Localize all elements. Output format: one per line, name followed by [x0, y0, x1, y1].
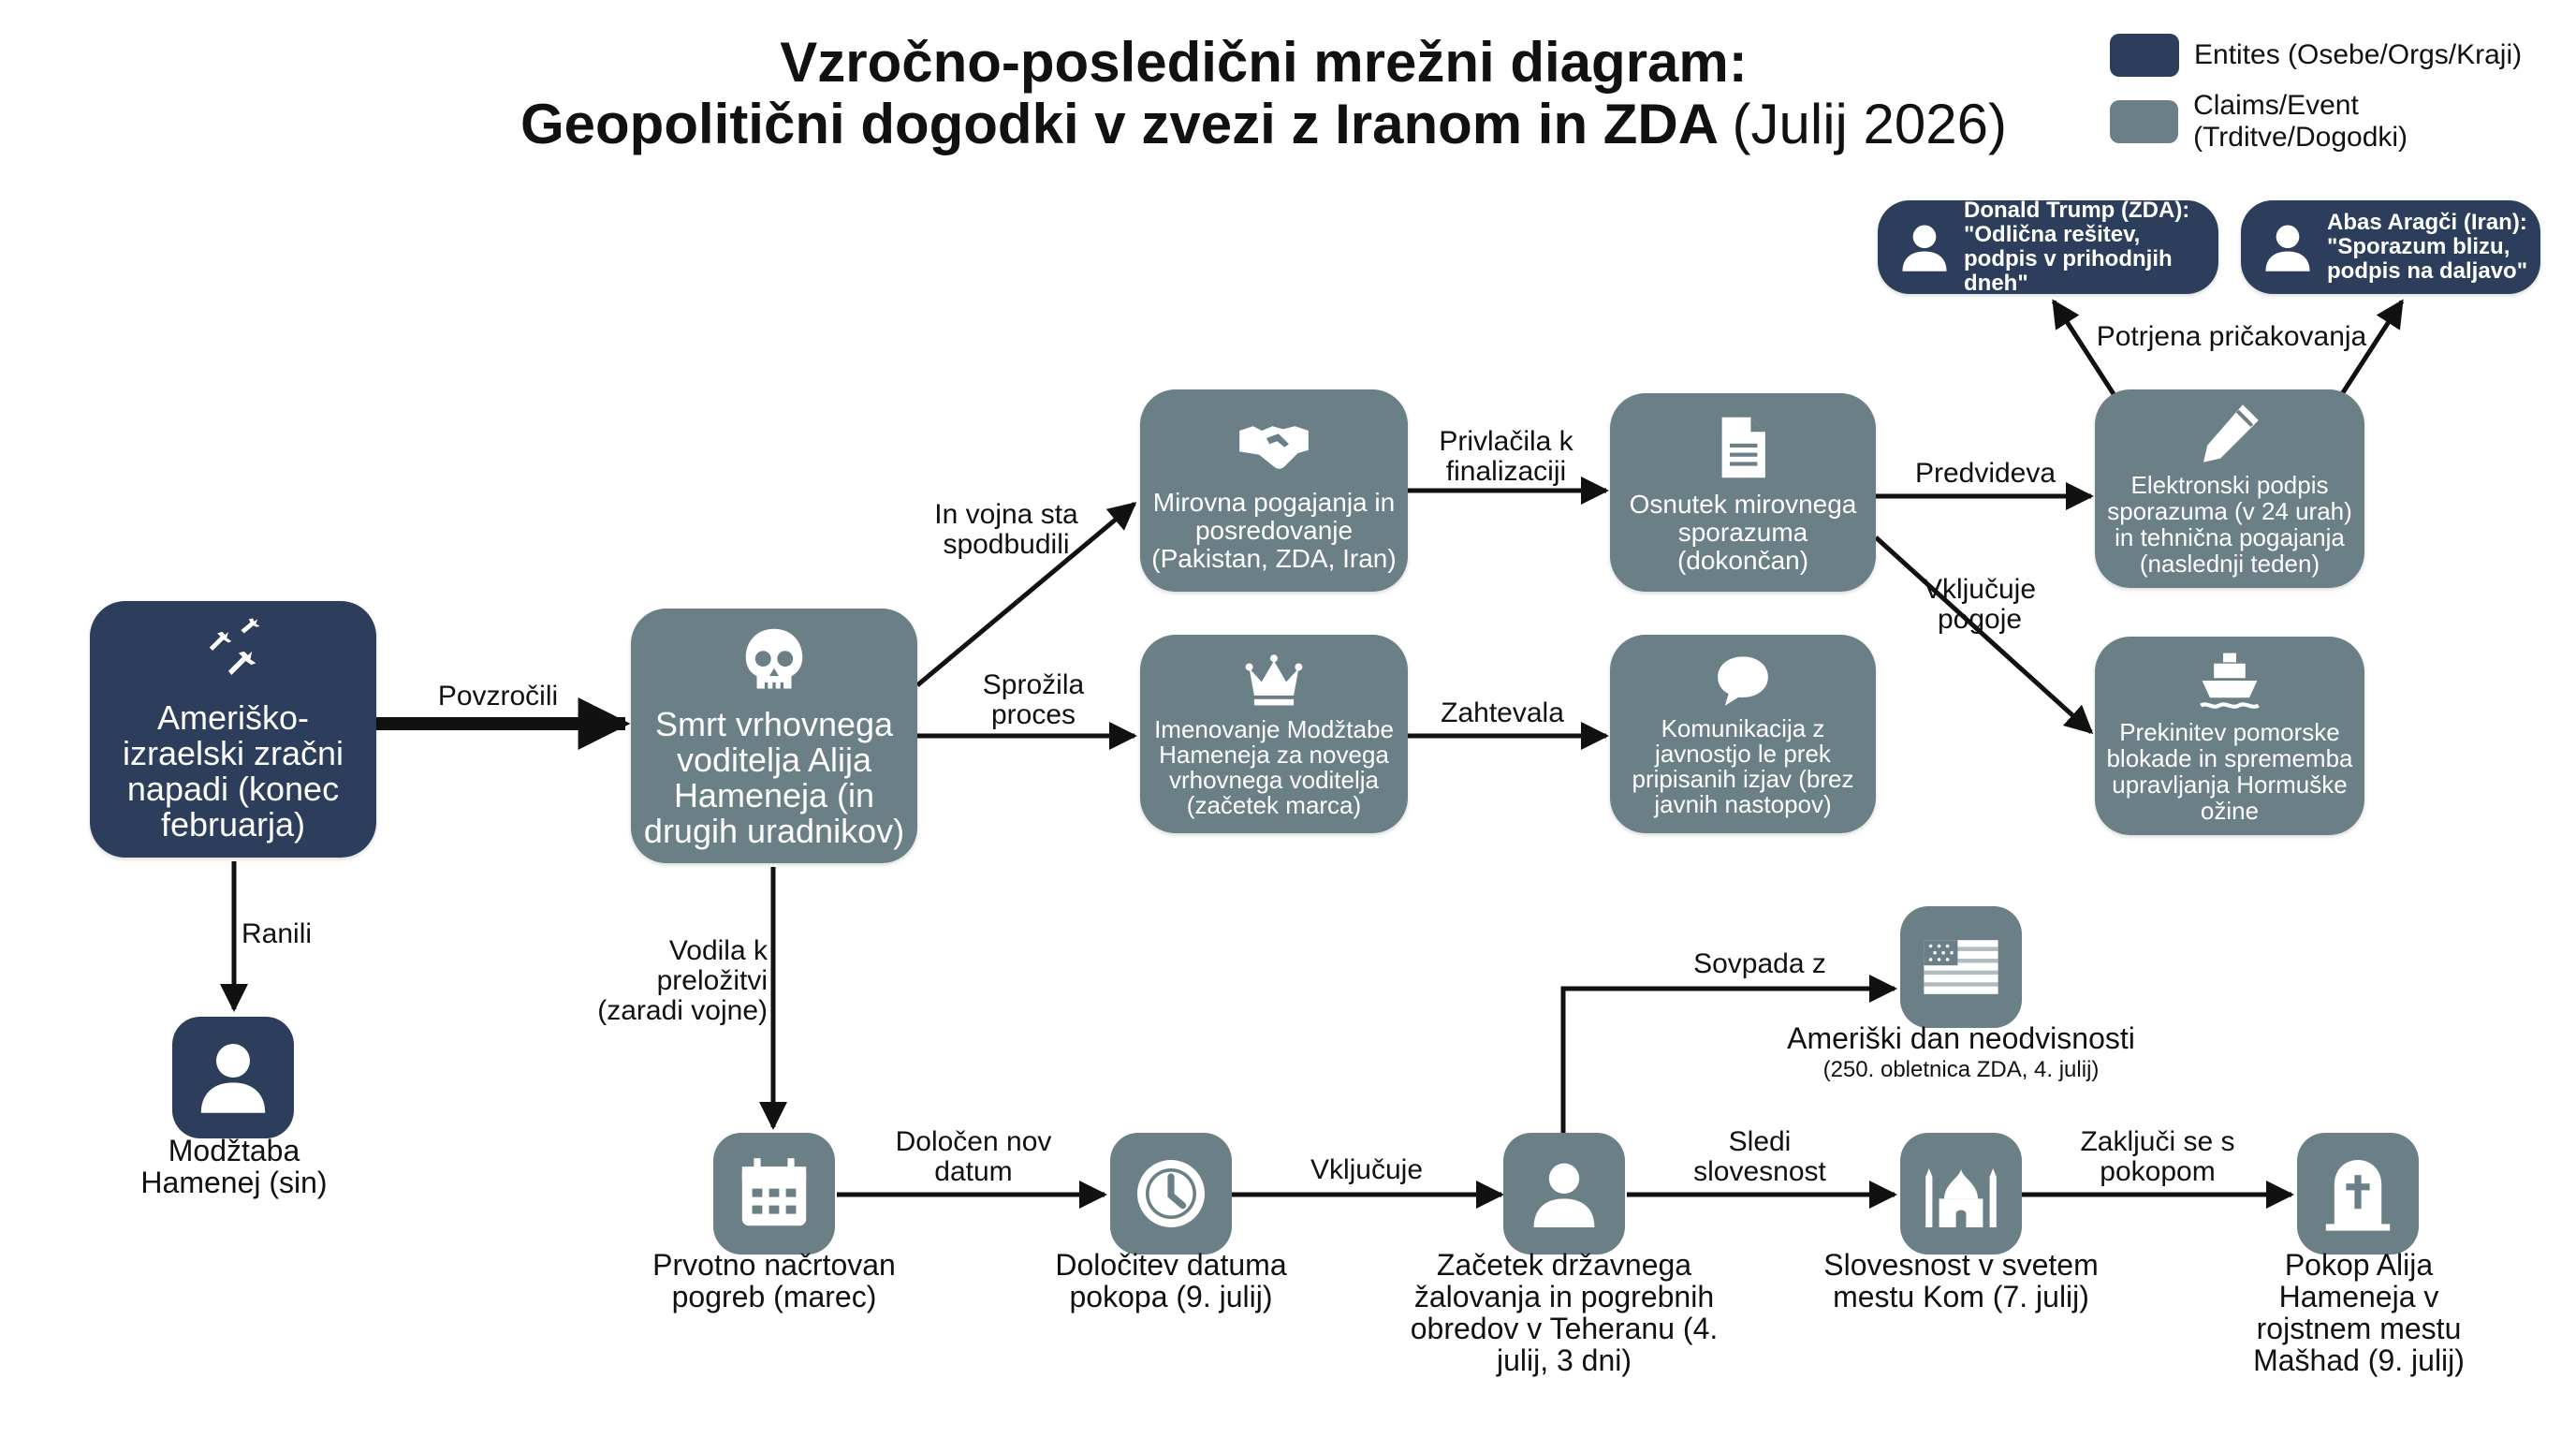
edge-label-spurred: In vojna sta spodbudili	[934, 499, 1078, 560]
edge-includes-terms	[1876, 537, 2091, 732]
edge-label-concluded: Zaključi se s pokopom	[2080, 1126, 2235, 1187]
speech-bubble-icon	[1709, 651, 1777, 711]
calendar-icon	[732, 1152, 816, 1236]
node-communication	[1610, 635, 1876, 833]
node-draft	[1610, 393, 1876, 592]
document-icon	[1710, 410, 1776, 485]
pen-icon	[2197, 401, 2262, 466]
node-mourning-icon-box	[1503, 1133, 1625, 1255]
us-flag-icon	[1919, 925, 2003, 1009]
title-line-1: Vzročno-posledični mrežni diagram:	[780, 31, 1748, 94]
node-airstrikes-label: Ameriško-izraelski zračni napadi (konec februarja)	[122, 698, 344, 844]
node-funeral-date-label: Določitev datuma pokopa (9. julij)	[1055, 1248, 1287, 1313]
legend-claims-swatch	[2110, 100, 2178, 143]
person-icon	[1898, 221, 1951, 273]
node-peace-talks-label: Mirovna pogajanja in posredovanje (Pakistan, ZDA, Iran)	[1151, 488, 1397, 573]
ship-icon	[2192, 648, 2267, 713]
node-burial-label: Pokop Alija Hameneja v rojstnem mestu Mašhad (9. julij)	[2253, 1248, 2465, 1377]
node-signing-label: Elektronski podpis sporazuma (v 24 urah) in tehnična pogajanja (naslednji teden)	[2107, 471, 2352, 578]
node-airstrikes	[90, 601, 376, 858]
edge-label-includes: Vključuje	[1310, 1154, 1424, 1185]
node-trump-label: Donald Trump (ZDA): "Odlična rešitev, podpis v prihodnjih dneh"	[1964, 198, 2190, 296]
edge-label-foresees: Predvideva	[1914, 458, 2056, 489]
node-mojtaba-icon-box	[172, 1017, 294, 1138]
node-blockade-label: Prekinitev pomorske blokade in sprememba upravljanja Hormuške ožine	[2106, 718, 2353, 825]
node-death-label: Smrt vrhovnega voditelja Alija Hameneja (in drugih uradnikov)	[643, 705, 905, 850]
person-icon	[191, 1035, 275, 1120]
title-line-2-date: (Julij 2026)	[1732, 93, 2007, 155]
node-signing	[2095, 389, 2364, 588]
legend-entities-swatch	[2110, 34, 2179, 77]
edge-label-includes-terms: Vključuje pogoje	[1923, 574, 2037, 635]
node-araghchi-label: Abas Aragči (Iran): "Sporazum blizu, podpis na daljavo"	[2327, 210, 2528, 284]
title-line-2-main: Geopolitični dogodki v zvezi z Iranom in ZDA	[520, 93, 1717, 155]
node-mourning-label: Začetek državnega žalovanja in pogrebnih obredov v Teheranu (4. julij, 3 dni)	[1410, 1248, 1719, 1377]
node-qom-label: Slovesnost v svetem mestu Kom (7. julij)	[1823, 1248, 2099, 1313]
handshake-icon	[1222, 408, 1325, 483]
fighter-jets-icon	[194, 616, 272, 695]
node-funeral-planned-icon-box	[713, 1133, 835, 1255]
node-independence-caption	[1778, 1022, 2144, 1086]
node-funeral-date-icon-box	[1110, 1133, 1232, 1255]
node-qom-icon-box	[1900, 1133, 2022, 1255]
node-independence-icon-box	[1900, 906, 2022, 1028]
edge-label-coincides: Sovpada z	[1693, 948, 1826, 979]
mosque-icon	[1919, 1152, 2003, 1236]
gravestone-icon	[2316, 1152, 2400, 1236]
legend-claims-label: Claims/Event (Trditve/Dogodki)	[2193, 90, 2408, 153]
person-icon	[1522, 1152, 1606, 1236]
node-death	[631, 609, 917, 863]
node-communication-label: Komunikacija z javnostjo le prek pripisanih izjav (brez javnih nastopov)	[1632, 714, 1854, 818]
title-line-2	[468, 94, 2059, 155]
node-trump-quote	[1878, 200, 2218, 294]
edge-label-wounded: Ranili	[242, 918, 313, 949]
edge-label-confirmed: Potrjena pričakovanja	[2096, 321, 2367, 352]
node-mojtaba-label: Modžtaba Hamenej (sin)	[140, 1134, 328, 1199]
legend-entities	[2110, 34, 2522, 77]
node-blockade	[2095, 637, 2364, 835]
node-independence-sublabel: (250. obletnica ZDA, 4. julij)	[1822, 1057, 2100, 1082]
clock-icon	[1129, 1152, 1213, 1236]
crown-icon	[1235, 650, 1313, 712]
edge-label-drew-final: Privlačila k finalizaciji	[1439, 426, 1573, 487]
edge-label-required: Zahtevala	[1441, 697, 1564, 728]
node-burial-icon-box	[2297, 1133, 2419, 1255]
node-draft-label: Osnutek mirovnega sporazuma (dokončan)	[1629, 490, 1857, 575]
edge-label-set-new-date: Določen nov datum	[895, 1126, 1052, 1187]
edge-label-triggered: Sprožila proces	[982, 669, 1085, 730]
node-araghchi-quote	[2241, 200, 2540, 294]
edge-label-followed: Sledi slovesnost	[1693, 1126, 1826, 1187]
node-appointment	[1140, 635, 1408, 833]
node-funeral-planned-label: Prvotno načrtovan pogreb (marec)	[652, 1248, 896, 1313]
legend-claims	[2110, 90, 2576, 154]
node-independence-label: Ameriški dan neodvisnosti	[1787, 1021, 2135, 1055]
edge-label-led-postpone: Vodila k preložitvi (zaradi vojne)	[597, 935, 768, 1026]
person-icon	[2261, 221, 2314, 273]
legend-entities-label: Entites (Osebe/Orgs/Kraji)	[2194, 39, 2523, 70]
page-title	[468, 32, 2059, 155]
node-appointment-label: Imenovanje Modžtabe Hameneja za novega vrhovnega voditelja (začetek marca)	[1154, 715, 1394, 819]
skull-icon	[735, 623, 813, 701]
node-peace-talks	[1140, 389, 1408, 592]
edge-label-caused: Povzročili	[437, 681, 559, 712]
